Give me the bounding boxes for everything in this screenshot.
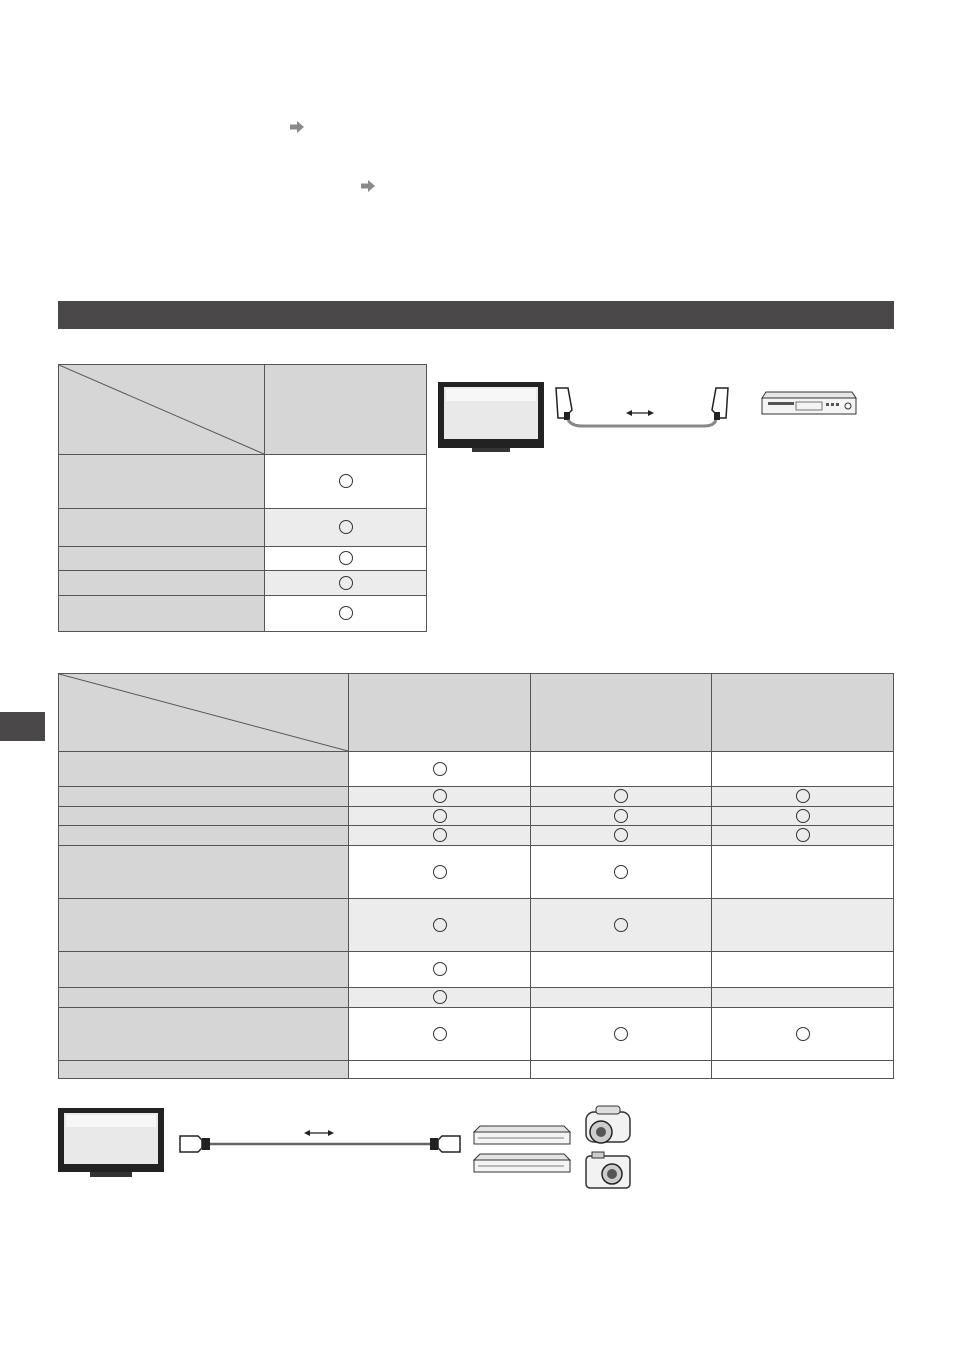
feature-cell	[265, 571, 427, 596]
hdmi-connection-illustration	[56, 1104, 636, 1196]
feature-cell	[531, 787, 712, 807]
supported-mark-icon	[796, 1027, 810, 1041]
feature-cell	[349, 807, 531, 826]
feature-cell	[712, 1008, 894, 1061]
row-label-cell	[59, 826, 349, 846]
row-label-cell	[59, 807, 349, 826]
supported-mark-icon	[614, 1027, 628, 1041]
feature-cell	[712, 988, 894, 1008]
table-row	[59, 1061, 894, 1079]
scart-plug-icon	[556, 388, 572, 420]
feature-cell	[712, 952, 894, 988]
feature-cell	[531, 988, 712, 1008]
supported-mark-icon	[433, 962, 447, 976]
feature-cell	[349, 846, 531, 899]
supported-mark-icon	[433, 809, 447, 823]
table-row	[59, 509, 427, 547]
feature-cell	[531, 846, 712, 899]
column-header	[265, 365, 427, 455]
row-label-cell	[59, 952, 349, 988]
feature-cell	[349, 899, 531, 952]
table-row	[59, 826, 894, 846]
row-label-cell	[59, 547, 265, 571]
table-row	[59, 1008, 894, 1061]
table-row	[59, 571, 427, 596]
section-header-bar	[58, 301, 894, 329]
scart-feature-table	[58, 364, 427, 632]
feature-cell	[712, 899, 894, 952]
hdmi-plug-icon	[180, 1136, 210, 1152]
row-label-cell	[59, 455, 265, 509]
table-row	[59, 846, 894, 899]
supported-mark-icon	[614, 918, 628, 932]
camcorder-icon	[586, 1106, 630, 1143]
tv-icon	[438, 382, 544, 452]
supported-mark-icon	[614, 789, 628, 803]
feature-cell	[712, 787, 894, 807]
feature-cell	[531, 899, 712, 952]
table-corner-cell	[59, 365, 265, 455]
row-label-cell	[59, 988, 349, 1008]
table-row	[59, 547, 427, 571]
arrow-right-icon	[361, 180, 375, 192]
feature-cell	[712, 846, 894, 899]
table-row	[59, 988, 894, 1008]
feature-cell	[349, 1008, 531, 1061]
feature-cell	[531, 952, 712, 988]
feature-cell	[265, 547, 427, 571]
feature-cell	[265, 455, 427, 509]
feature-cell	[265, 509, 427, 547]
row-label-cell	[59, 846, 349, 899]
table-row	[59, 596, 427, 632]
feature-cell	[265, 596, 427, 632]
hdmi-plug-icon	[430, 1136, 460, 1152]
feature-cell	[349, 952, 531, 988]
supported-mark-icon	[339, 474, 353, 488]
feature-cell	[349, 752, 531, 787]
arrow-right-icon	[290, 121, 304, 133]
feature-cell	[531, 1061, 712, 1079]
row-label-cell	[59, 1061, 349, 1079]
supported-mark-icon	[433, 990, 447, 1004]
row-label-cell	[59, 571, 265, 596]
column-header	[349, 674, 531, 752]
hdmi-feature-table	[58, 673, 894, 1079]
row-label-cell	[59, 752, 349, 787]
supported-mark-icon	[433, 789, 447, 803]
feature-cell	[349, 787, 531, 807]
column-header	[531, 674, 712, 752]
dvd-recorder-icon	[474, 1126, 570, 1144]
row-label-cell	[59, 787, 349, 807]
table-row	[59, 455, 427, 509]
feature-cell	[531, 807, 712, 826]
row-label-cell	[59, 509, 265, 547]
supported-mark-icon	[339, 576, 353, 590]
supported-mark-icon	[614, 828, 628, 842]
supported-mark-icon	[433, 762, 447, 776]
feature-cell	[349, 1061, 531, 1079]
feature-cell	[712, 807, 894, 826]
table-row	[59, 899, 894, 952]
supported-mark-icon	[433, 1027, 447, 1041]
tv-icon	[58, 1108, 164, 1177]
feature-cell	[531, 826, 712, 846]
supported-mark-icon	[339, 551, 353, 565]
scart-connection-illustration	[436, 378, 866, 456]
table-row	[59, 807, 894, 826]
column-header	[712, 674, 894, 752]
table-row	[59, 952, 894, 988]
supported-mark-icon	[796, 809, 810, 823]
supported-mark-icon	[614, 809, 628, 823]
row-label-cell	[59, 596, 265, 632]
double-arrow-icon	[304, 1130, 334, 1136]
feature-cell	[349, 988, 531, 1008]
feature-cell	[712, 752, 894, 787]
dvd-recorder-icon	[474, 1154, 570, 1172]
supported-mark-icon	[796, 789, 810, 803]
supported-mark-icon	[796, 828, 810, 842]
dvd-recorder-icon	[762, 392, 856, 414]
supported-mark-icon	[339, 606, 353, 620]
scart-plug-icon	[712, 388, 728, 420]
feature-cell	[531, 752, 712, 787]
side-index-tab	[0, 712, 45, 741]
table-row	[59, 787, 894, 807]
supported-mark-icon	[433, 865, 447, 879]
feature-cell	[349, 826, 531, 846]
table-corner-cell	[59, 674, 349, 752]
feature-cell	[712, 826, 894, 846]
supported-mark-icon	[339, 520, 353, 534]
supported-mark-icon	[433, 918, 447, 932]
feature-cell	[712, 1061, 894, 1079]
row-label-cell	[59, 899, 349, 952]
row-label-cell	[59, 1008, 349, 1061]
double-arrow-icon	[626, 410, 654, 416]
camera-icon	[586, 1152, 630, 1188]
supported-mark-icon	[614, 865, 628, 879]
supported-mark-icon	[433, 828, 447, 842]
table-row	[59, 752, 894, 787]
feature-cell	[531, 1008, 712, 1061]
